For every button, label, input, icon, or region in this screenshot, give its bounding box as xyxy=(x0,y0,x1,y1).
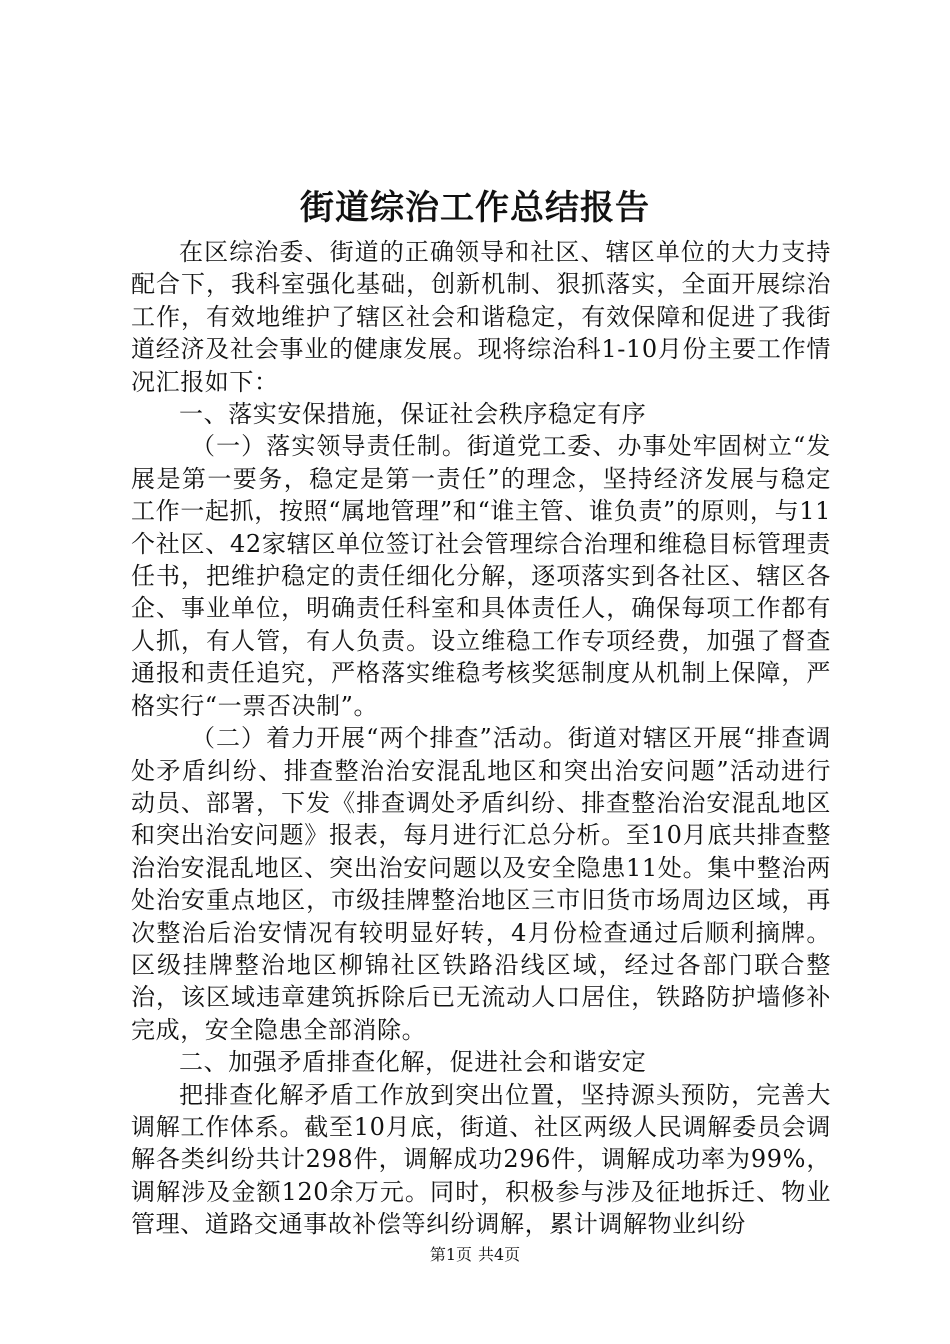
document-body xyxy=(131,236,831,1241)
section-heading-1: 一、落实安保措施，保证社会秩序稳定有序 xyxy=(179,400,647,429)
section-heading-2: 二、加强矛盾排查化解，促进社会和谐安定 xyxy=(179,1048,647,1077)
intro-paragraph: 在区综治委、街道的正确领导和社区、辖区单位的大力支持配合下，我科室强化基础，创新机制、狠抓落实，全面开展综治工作，有效地维护了辖区社会和谐稳定，有效保障和促进了我街道经济及社会事业的健康发展。现将综治科1-10月份主要工作情况汇报如下： xyxy=(131,238,831,396)
page-number: 第1页 xyxy=(429,1245,472,1264)
subsection-paragraph-2: （二）着力开展“两个排查”活动。街道对辖区开展“排查调处矛盾纠纷、排查整治治安混乱地区和突出治安问题”活动进行动员、部署，下发《排查调处矛盾纠纷、排查整治治安混乱地区和突出治安问题》报表，每月进行汇总分析。至10月底共排查整治治安混乱地区、突出治安问题以及安全隐患11处。集中整治两处治安重点地区，市级挂牌整治地区三市旧货市场周边区域，再次整治后治安情况有较明显好转，4月份检查通过后顺利摘牌。区级挂牌整治地区柳锦社区铁路沿线区域，经过各部门联合整治，该区域违章建筑拆除后已无流动人口居住，铁路防护墙修补完成，安全隐患全部消除。 xyxy=(131,724,831,1044)
section-2-paragraph: 把排查化解矛盾工作放到突出位置，坚持源头预防，完善大调解工作体系。截至10月底，街道、社区两级人民调解委员会调解各类纠纷共计298件，调解成功296件，调解成功率为99%，调解涉及金额120余万元。同时，积极参与涉及征地拆迁、物业管理、道路交通事故补偿等纠纷调解，累计调解物业纠纷 xyxy=(131,1080,831,1239)
document-title: 街道综治工作总结报告 xyxy=(300,188,650,228)
page-total: 共4页 xyxy=(478,1245,521,1264)
subsection-paragraph-1: （一）落实领导责任制。街道党工委、办事处牢固树立“发展是第一要务，稳定是第一责任”的理念，坚持经济发展与稳定工作一起抓，按照“属地管理”和“谁主管、谁负责”的原则，与11个社区、42家辖区单位签订社会管理综合治理和维稳目标管理责任书，把维护稳定的责任细化分解，逐项落实到各社区、辖区各企、事业单位，明确责任科室和具体责任人，确保每项工作都有人抓，有人管，有人负责。设立维稳工作专项经费，加强了督查通报和责任追究，严格落实维稳考核奖惩制度从机制上保障，严格实行“一票否决制”。 xyxy=(131,432,831,720)
page-footer xyxy=(0,1245,950,1265)
